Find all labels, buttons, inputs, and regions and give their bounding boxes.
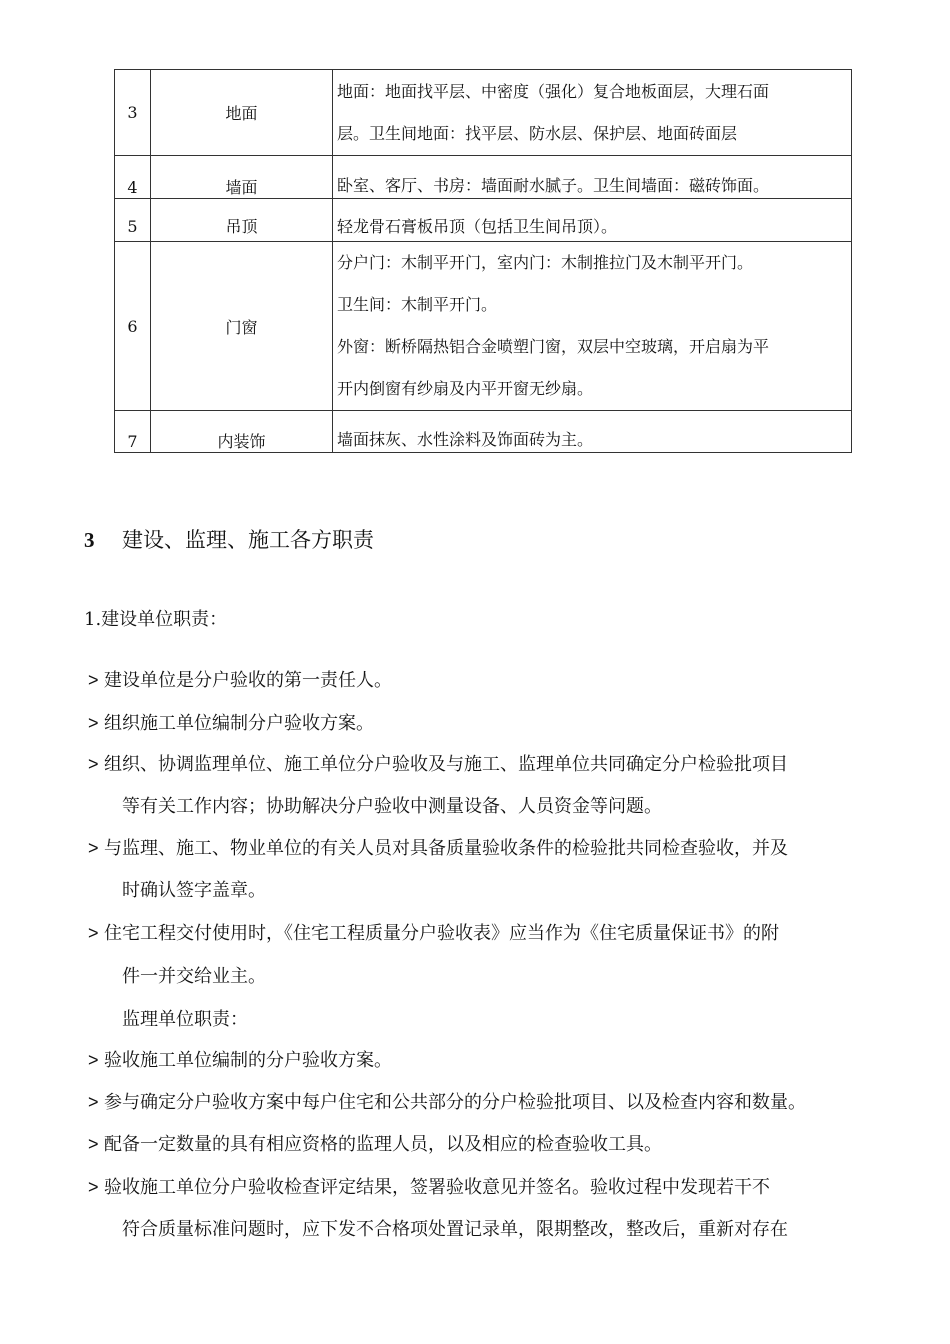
row-description [333, 156, 852, 199]
bullet-mark: > [88, 1092, 99, 1112]
row-number: 5 [115, 199, 151, 242]
list-item-text: 组织、协调监理单位、施工单位分户验收及与施工、监理单位共同确定分户检验批项目 [104, 754, 788, 775]
list-item-text: 验收施工单位分户验收检查评定结果，签署验收意见并签名。验收过程中发现若干不 [104, 1177, 770, 1198]
table-row [115, 156, 852, 199]
section-heading [84, 524, 374, 554]
description-line: 墙面抹灰、水性涂料及饰面砖为主。 [337, 430, 594, 449]
list-item-text: 建设单位是分户验收的第一责任人。 [104, 670, 392, 691]
bullet-mark: > [88, 1177, 99, 1197]
bullet-mark: > [88, 713, 99, 733]
list-item [88, 1090, 806, 1115]
row-description [333, 242, 852, 411]
description-line: 分户门：木制平开门，室内门：木制推拉门及木制平开门。 [337, 253, 754, 272]
list-item [88, 921, 779, 946]
bullet-mark: > [88, 923, 99, 943]
supervision-unit-heading: 监理单位职责： [122, 1009, 248, 1030]
description-line: 开内倒窗有纱扇及内平开窗无纱扇。 [337, 379, 594, 398]
description-line: 地面：地面找平层、中密度（强化）复合地板面层，大理石面 [337, 81, 770, 101]
list-item [88, 752, 788, 777]
table-row [115, 242, 852, 411]
row-description [333, 411, 852, 453]
row-item-name: 吊顶 [151, 199, 333, 242]
description-line: 卧室、客厅、书房：墙面耐水腻子。卫生间墙面：磁砖饰面。 [337, 176, 770, 195]
row-item-name: 内装饰 [151, 411, 333, 453]
row-item-name: 地面 [151, 70, 333, 156]
list-item-continuation: 时确认签字盖章。 [122, 880, 266, 901]
bullet-mark: > [88, 1134, 99, 1154]
list-item-text: 组织施工单位编制分户验收方案。 [104, 713, 374, 734]
finishing-spec-table [114, 69, 852, 453]
list-item [88, 1175, 770, 1200]
row-description [333, 199, 852, 242]
list-item [88, 668, 392, 693]
list-item-continuation: 等有关工作内容；协助解决分户验收中测量设备、人员资金等问题。 [122, 796, 662, 817]
construction-unit-heading: 1.建设单位职责： [84, 609, 228, 630]
bullet-mark: > [88, 1050, 99, 1070]
bullet-mark: > [88, 838, 99, 858]
list-item [88, 836, 788, 861]
row-description [333, 70, 852, 156]
list-item-continuation: 件一并交给业主。 [122, 966, 266, 987]
description-line: 层。卫生间地面：找平层、防水层、保护层、地面砖面层 [337, 123, 738, 143]
row-item-name: 门窗 [151, 242, 333, 411]
list-item-text: 验收施工单位编制的分户验收方案。 [104, 1050, 392, 1071]
section-number: 3 [84, 528, 95, 552]
list-item-text: 参与确定分户验收方案中每户住宅和公共部分的分户检验批项目、以及检查内容和数量。 [104, 1092, 806, 1113]
list-item-text: 与监理、施工、物业单位的有关人员对具备质量验收条件的检验批共同检查验收，并及 [104, 838, 788, 859]
description-line: 卫生间：木制平开门。 [337, 295, 498, 314]
table-row [115, 411, 852, 453]
list-item-text: 配备一定数量的具有相应资格的监理人员，以及相应的检查验收工具。 [104, 1134, 662, 1155]
list-item [88, 1132, 662, 1157]
row-item-name: 墙面 [151, 156, 333, 199]
row-number: 6 [115, 242, 151, 411]
list-item-continuation: 符合质量标准问题时，应下发不合格项处置记录单，限期整改，整改后，重新对存在 [122, 1219, 788, 1240]
row-number: 4 [115, 156, 151, 199]
row-number: 7 [115, 411, 151, 453]
list-item-text: 住宅工程交付使用时，《住宅工程质量分户验收表》应当作为《住宅质量保证书》的附 [104, 923, 779, 944]
section-title: 建设、监理、施工各方职责 [122, 528, 374, 552]
bullet-mark: > [88, 670, 99, 690]
table-row [115, 199, 852, 242]
description-line: 外窗：断桥隔热铝合金喷塑门窗，双层中空玻璃，开启扇为平 [337, 337, 770, 356]
list-item [88, 1048, 392, 1073]
description-line: 轻龙骨石膏板吊顶（包括卫生间吊顶）。 [337, 217, 618, 236]
list-item [88, 711, 374, 736]
table-row [115, 70, 852, 156]
row-number: 3 [115, 70, 151, 156]
bullet-mark: > [88, 754, 99, 774]
